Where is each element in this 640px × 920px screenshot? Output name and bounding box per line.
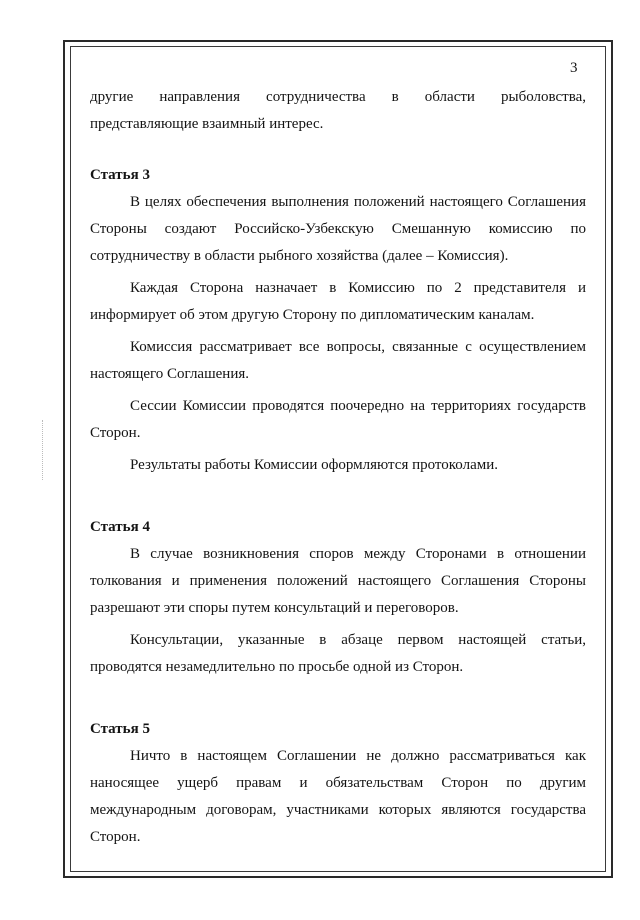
article-3-paragraph-4: Сессии Комиссии проводятся поочередно на территориях государств Сторон. — [90, 398, 586, 441]
lead-paragraph: другие направления сотрудничества в области рыболовства, представляющие взаимный интерес. — [90, 89, 586, 132]
article-4-heading: Статья 4 — [90, 519, 150, 535]
scan-artifact — [42, 420, 44, 480]
article-5-heading: Статья 5 — [90, 721, 150, 737]
article-4-paragraph-2: Консультации, указанные в абзаце первом настоящей статьи, проводятся незамедлительно по просьбе одной из Сторон. — [90, 632, 586, 675]
article-3-paragraph-3: Комиссия рассматривает все вопросы, связанные с осуществлением настоящего Соглашения. — [90, 339, 586, 382]
article-3-paragraph-5: Результаты работы Комиссии оформляются протоколами. — [130, 457, 499, 473]
article-3-paragraph-2: Каждая Сторона назначает в Комиссию по 2 представителя и информирует об этом другую Сторону по дипломатическим каналам. — [90, 280, 586, 323]
article-3-paragraph-1: В целях обеспечения выполнения положений настоящего Соглашения Стороны создают Российско-Узбекскую Смешанную комиссию по сотрудничеству в области рыбного хозяйства (далее – Комиссия). — [90, 194, 586, 264]
article-5-paragraph-1: Ничто в настоящем Соглашении не должно рассматриваться как наносящее ущерб правам и обязательствам Сторон по другим международным договорам, участниками которых являются государства Сторон. — [90, 748, 586, 845]
article-3-heading: Статья 3 — [90, 167, 150, 183]
article-4-paragraph-1: В случае возникновения споров между Сторонами в отношении толкования и применения положений настоящего Соглашения Стороны разрешают эти споры путем консультаций и переговоров. — [90, 546, 586, 616]
document-body — [90, 84, 586, 851]
page-number: 3 — [570, 60, 578, 76]
